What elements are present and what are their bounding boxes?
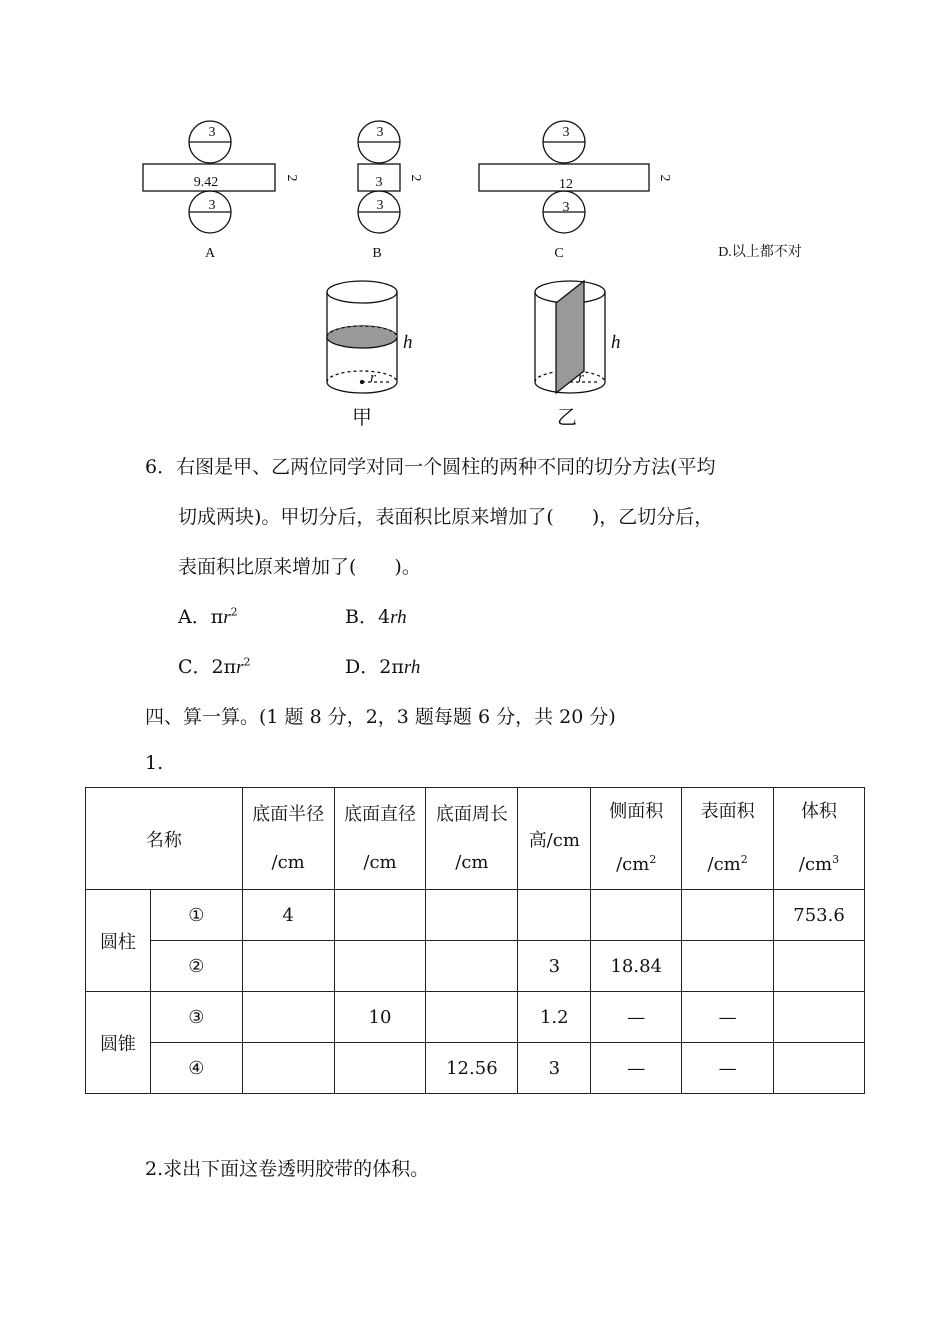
cell-lateral: 18.84 [591, 941, 682, 992]
cell-height [518, 890, 591, 941]
net-a-caption: A [204, 246, 216, 261]
cell-radius [242, 1043, 334, 1094]
cell-surface [682, 890, 774, 941]
option-b-var: rh [390, 607, 407, 628]
cylinders-cut-figure [0, 270, 950, 435]
row-id: ④ [150, 1043, 242, 1094]
section4-q1-label: 1. [145, 752, 164, 774]
row-id: ① [150, 890, 242, 941]
cell-height: 1.2 [518, 992, 591, 1043]
header-radius-unit: /cm [271, 851, 305, 873]
net-c-side-label: 2 [657, 174, 672, 182]
option-d [345, 652, 420, 679]
cell-surface: — [682, 992, 774, 1043]
header-diameter-label: 底面直径 [343, 803, 416, 825]
header-circumference-unit: /cm [455, 851, 489, 873]
section4-title: 四、算一算。(1 题 8 分，2，3 题每题 6 分，共 20 分) [145, 706, 616, 728]
header-diameter [334, 788, 426, 890]
cylinder-jia-caption: 甲 [352, 405, 372, 429]
header-volume-sup: 3 [832, 853, 840, 866]
header-surface-unit: /cm [707, 854, 741, 875]
cylinder-jia-r-label: r [370, 370, 376, 386]
cell-radius [242, 941, 334, 992]
header-circumference [426, 788, 518, 890]
option-d-var: rh [403, 657, 421, 678]
net-a-top-label: 3 [208, 125, 216, 140]
cylinder-nets-figure [0, 110, 950, 270]
cell-lateral: — [591, 1043, 682, 1094]
header-diameter-unit: /cm [363, 851, 397, 873]
cell-lateral [591, 890, 682, 941]
cylinder-yi-caption: 乙 [557, 405, 577, 429]
cell-circumference [426, 890, 518, 941]
header-surface-sup: 2 [740, 853, 748, 866]
cell-circumference [426, 941, 518, 992]
header-volume-unit-wrap [774, 836, 864, 889]
cell-circumference [426, 992, 518, 1043]
cell-height: 3 [518, 941, 591, 992]
header-lateral-sup: 2 [649, 853, 657, 866]
option-b [345, 602, 407, 629]
net-c-caption: C [554, 246, 564, 261]
cylinder-jia-h-label: h [403, 332, 413, 353]
net-a-bottom-label: 3 [208, 198, 216, 213]
question6-line3: 表面积比原来增加了( )。 [178, 556, 421, 578]
option-c [178, 652, 251, 679]
header-lateral-unit: /cm [616, 854, 650, 875]
calculation-table [85, 787, 865, 1094]
cell-surface [682, 941, 774, 992]
table-row [86, 890, 865, 941]
group-cylinder: 圆柱 [86, 890, 151, 992]
net-b-side-label: 2 [408, 174, 423, 182]
header-surface [682, 788, 774, 890]
option-c-var: r [236, 657, 244, 678]
net-b-caption: B [372, 246, 382, 261]
option-a [178, 602, 238, 629]
cell-surface: — [682, 1043, 774, 1094]
header-surface-unit-wrap [682, 836, 773, 889]
option-c-prefix: C．2π [178, 656, 237, 678]
option-a-prefix: A．π [178, 606, 224, 628]
header-name: 名称 [86, 788, 243, 890]
header-lateral-unit-wrap [591, 836, 681, 889]
net-c-top-label: 3 [562, 125, 570, 140]
cell-diameter: 10 [334, 992, 426, 1043]
cell-radius: 4 [242, 890, 334, 941]
table-row [86, 1043, 865, 1094]
cell-volume [774, 941, 865, 992]
question6-line2: 切成两块)。甲切分后，表面积比原来增加了( )，乙切分后， [178, 506, 714, 528]
cylinder-jia [327, 281, 397, 393]
cell-diameter [334, 1043, 426, 1094]
header-circumference-label: 底面周长 [435, 803, 508, 825]
header-height: 高/cm [518, 788, 591, 890]
cell-volume [774, 1043, 865, 1094]
cylinder-yi [535, 281, 605, 393]
table-row [86, 992, 865, 1043]
option-d-prefix: D．2π [345, 656, 404, 678]
option-c-sup: 2 [243, 655, 251, 669]
row-id: ② [150, 941, 242, 992]
cell-volume [774, 992, 865, 1043]
header-volume-label: 体积 [801, 801, 838, 822]
question2-text: 2.求出下面这卷透明胶带的体积。 [145, 1158, 430, 1180]
option-a-sup: 2 [230, 605, 238, 619]
header-volume-unit: /cm [798, 854, 833, 875]
net-b-rect-label: 3 [375, 175, 383, 190]
header-volume [774, 788, 865, 890]
cell-diameter [334, 890, 426, 941]
header-radius [242, 788, 334, 890]
header-surface-label: 表面积 [700, 801, 755, 822]
group-cone: 圆锥 [86, 992, 151, 1094]
table-header-row [86, 788, 865, 890]
cylinder-yi-r-label: r [578, 370, 584, 386]
header-lateral [591, 788, 682, 890]
question6-line1: 6．右图是甲、乙两位同学对同一个圆柱的两种不同的切分方法(平均 [145, 456, 716, 478]
cell-height: 3 [518, 1043, 591, 1094]
cell-circumference: 12.56 [426, 1043, 518, 1094]
option-a-var: r [223, 607, 231, 628]
cell-diameter [334, 941, 426, 992]
net-a-side-label: 2 [284, 174, 299, 182]
cylinder-yi-h-label: h [611, 332, 621, 353]
net-d-option: D.以上都不对 [718, 245, 802, 260]
option-b-prefix: B．4 [345, 606, 391, 628]
net-b-bottom-label: 3 [376, 198, 384, 213]
cell-volume: 753.6 [774, 890, 865, 941]
net-a-rect-label: 9.42 [193, 175, 219, 190]
cell-lateral: — [591, 992, 682, 1043]
header-lateral-label: 侧面积 [609, 801, 664, 822]
net-c-bottom-label: 3 [562, 200, 570, 215]
table-row [86, 941, 865, 992]
net-c-rect-label: 12 [559, 177, 573, 192]
net-b-top-label: 3 [376, 125, 384, 140]
row-id: ③ [150, 992, 242, 1043]
header-radius-label: 底面半径 [252, 803, 325, 825]
cell-radius [242, 992, 334, 1043]
